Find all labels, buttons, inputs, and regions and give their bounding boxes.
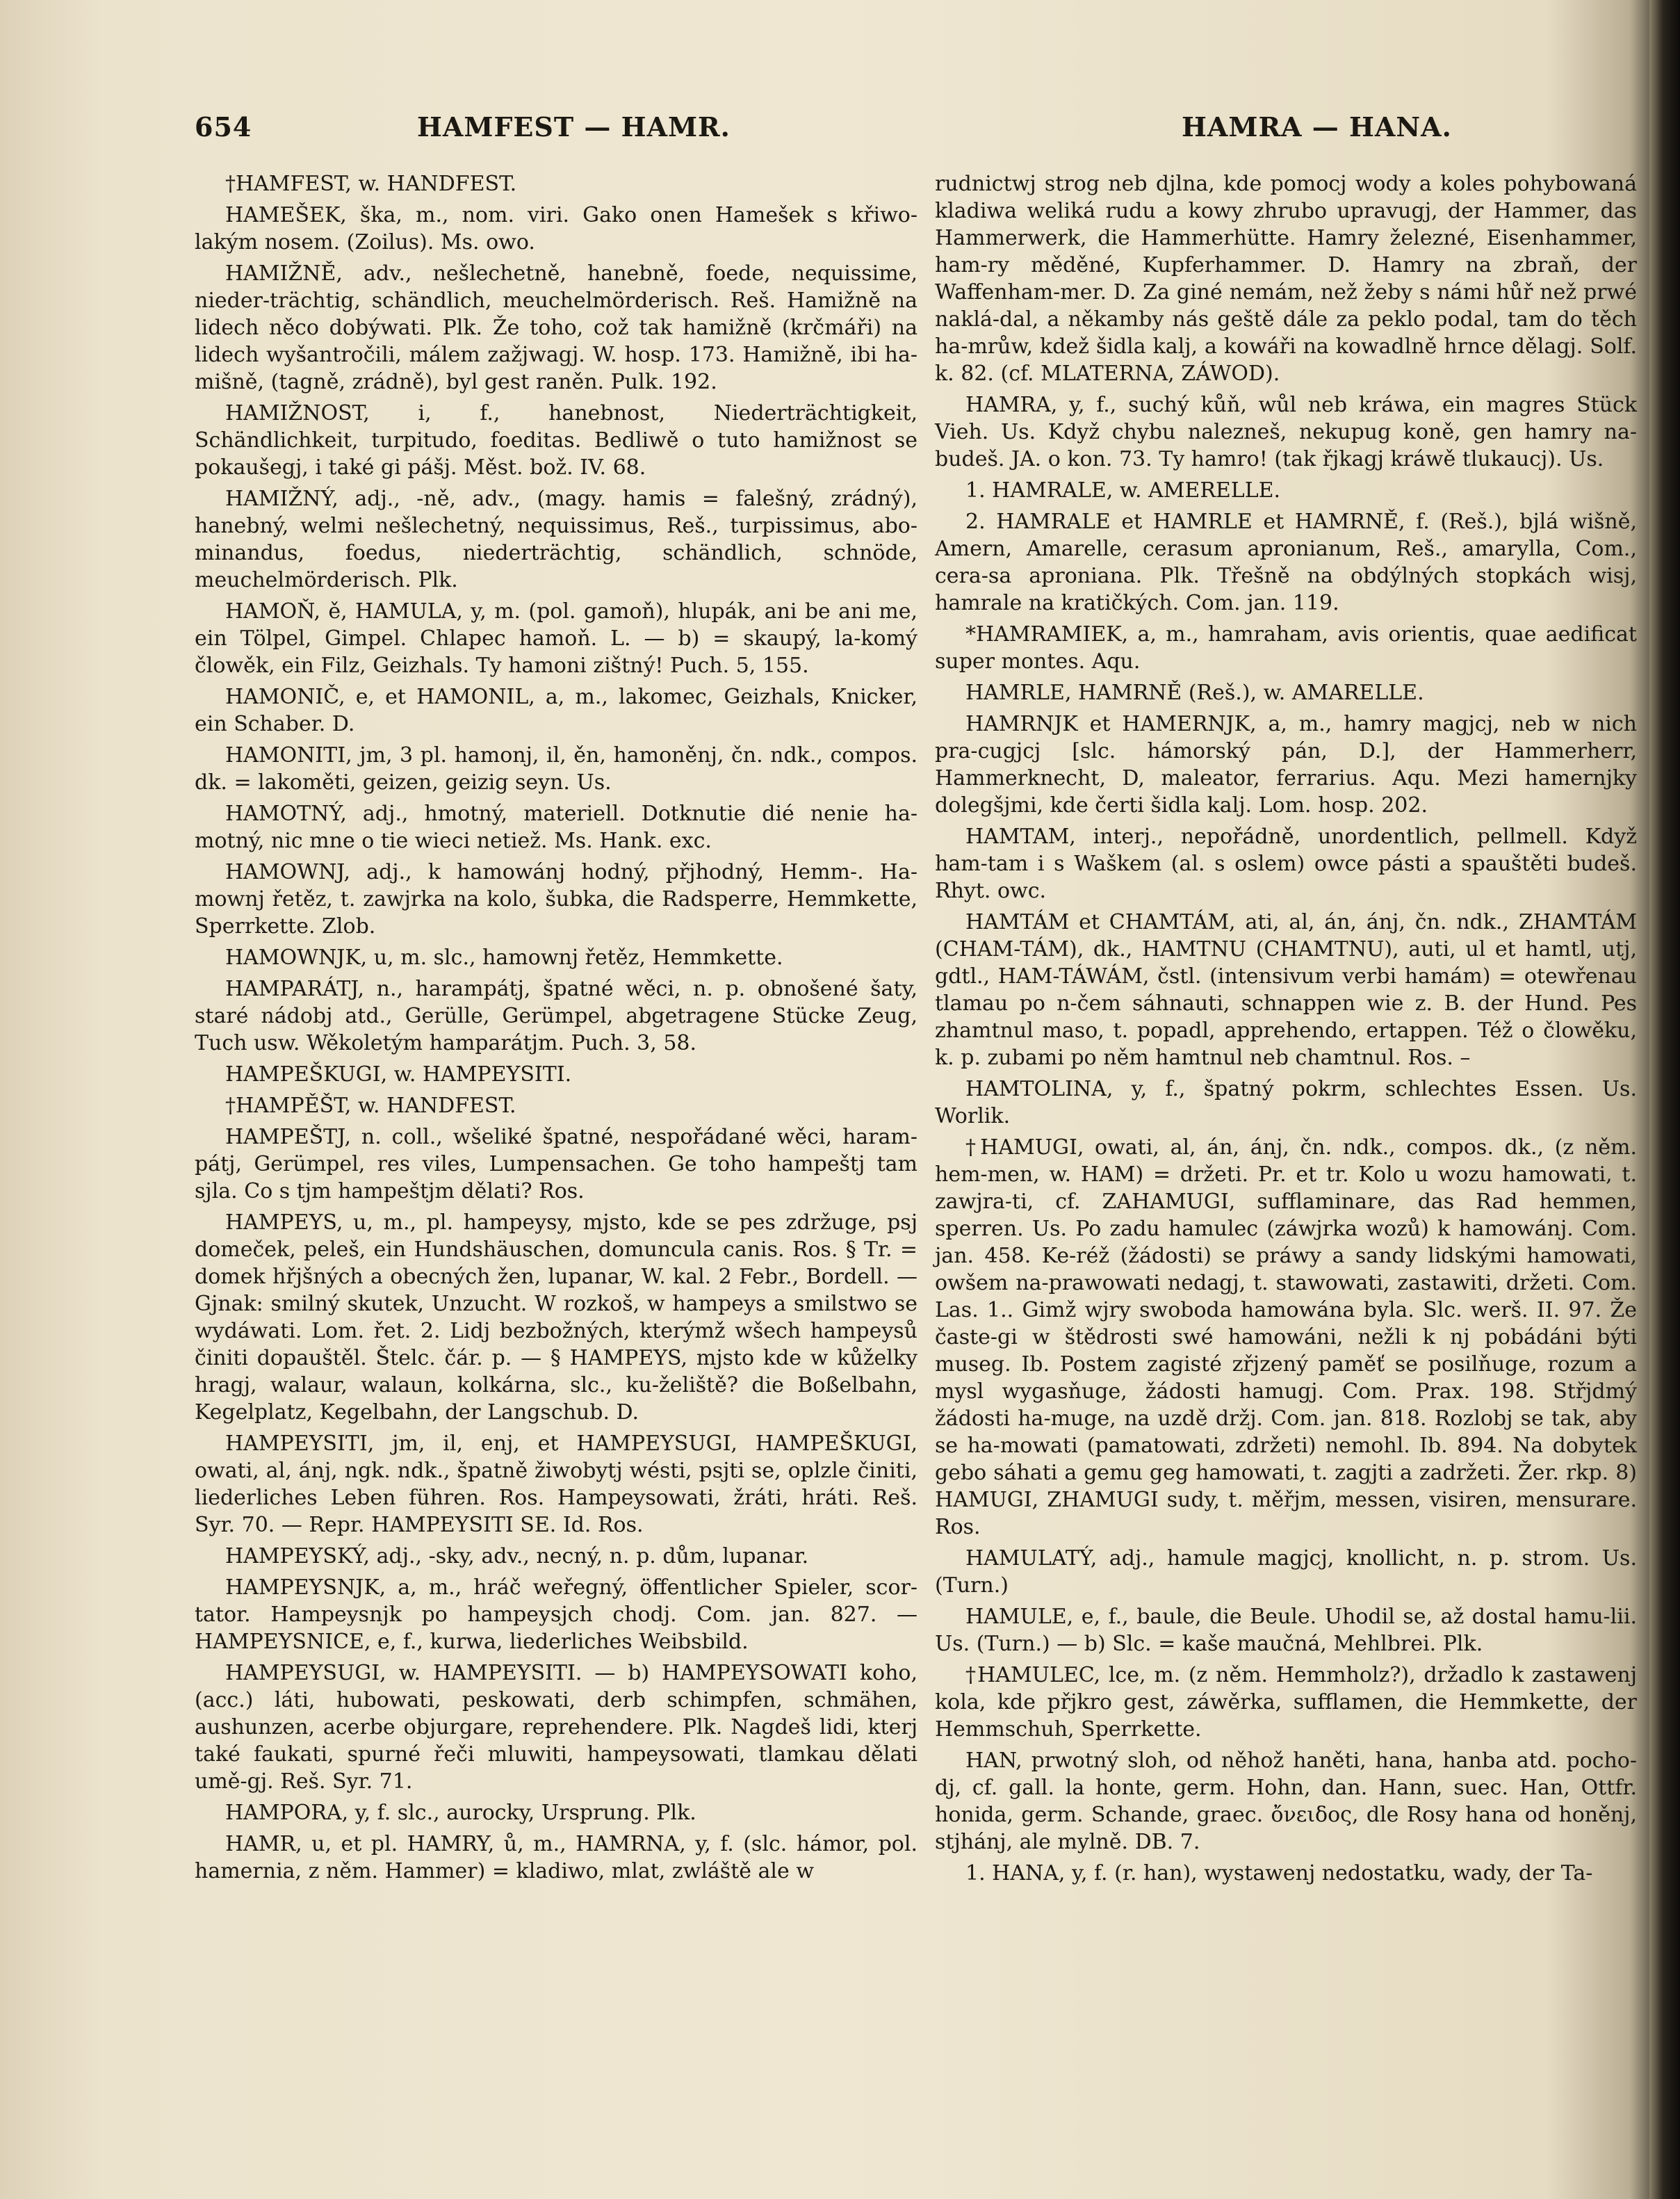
- dictionary-entry: HAMPORA, y, f. slc., aurocky, Ursprung. Plk.: [225, 1801, 696, 1825]
- dictionary-entry: HAN, prwotný sloh, od něhož haněti, hana, hanba atd. pocho-dj, cf. gall. la honte, germ. Hohn, dan. Hann, suec. Han, Ottfr. honida, germ. Schande, graec. ὄνειδος, dle Rosy hana od honěnj, stjhánj, ale mylně. DB. 7.: [935, 1748, 1637, 1854]
- dictionary-entry: 2. HAMRALE et HAMRLE et HAMRNĚ, f. (Reš.), bjlá wišně, Amern, Amarelle, cerasum apronianum, Reš., amarylla, Com., cera-sa aproniana. Plk. Třešně na obdýlných stopkách wisj, hamrale na kratičkých. Com. jan. 119.: [935, 510, 1637, 615]
- dictionary-entry: HAMOŇ, ě, HAMULA, y, m. (pol. gamoň), hlupák, ani be ani me, ein Tölpel, Gimpel. Chlapec hamoň. L. — b) = skaupý, la-komý člowěk, ein Filz, Geizhals. Ty hamoni zištný! Puch. 5, 155.: [195, 599, 918, 678]
- dictionary-entry: HAMIŽNOST, i, f., hanebnost, Niederträchtigkeit, Schändlichkeit, turpitudo, foeditas. Bedliwě o tuto hamižnost se pokaušegj, i také gi pášj. Měst. bož. IV. 68.: [195, 401, 918, 480]
- left-column: [195, 170, 918, 1889]
- dictionary-entry: HAMIŽNĚ, adv., nešlechetně, hanebně, foede, nequissime, nieder-trächtig, schändlich, meuchelmörderisch. Reš. Hamižně na lidech něco dobýwati. Plk. Že toho, což tak hamižně (krčmáři) na lidech wyšantročili, málem zažjwagj. W. hosp. 173. Hamižně, ibi ha-mišně, (tagně, zrádně), byl gest raněn. Pulk. 192.: [195, 261, 918, 394]
- dictionary-entry: HAMR, u, et pl. HAMRY, ů, m., HAMRNA, y, f. (slc. hámor, pol. hamernia, z něm. Hammer) = kladiwo, mlat, zwláště ale w: [195, 1832, 918, 1883]
- left-running-head: HAMFEST — HAMR.: [417, 111, 731, 143]
- dictionary-entry: †HAMUGI, owati, al, án, ánj, čn. ndk., compos. dk., (z něm. hem-men, w. HAM) = držeti. Pr. et tr. Kolo u wozu hamowati, t. zawjra-ti, cf. ZAHAMUGI, sufflaminare, das Rad hemmen, sperren. Us. Po zadu hamulec (záwjrka wozů) k hamowánj. Com. jan. 458. Ke-réž (žádosti) se práwy a sandy lidskými hamowati, owšem na-prawowati nedagj, t. stawowati, zastawiti, držeti. Com. Las. 1.. Gimž wjry swoboda hamowána byla. Slc. werš. II. 97. Že časte-gi w štědrosti swé hamowáni, nežli k nj pobádáni býti museg. Ib. Postem zagisté zřjzený paměť se posilňuge, rozum a mysl wygasňuge, žádosti hamugj. Com. Prax. 198. Střjdmý žádosti ha-muge, na uzdě držj. Com. jan. 818. Rozlobj se tak, aby se ha-mowati (pamatowati, zdržeti) nemohl. Ib. 894. Na dobytek gebo sáhati a gemu geg hamowati, t. zagjti a zadržeti. Žer. rkp. 8) HAMUGI, ZHAMUGI sudy, t. měřjm, messen, visiren, mensurare. Ros.: [935, 1135, 1637, 1539]
- dictionary-entry: HAMPEŠKUGI, w. HAMPEYSITI.: [225, 1062, 572, 1087]
- dictionary-entry: †HAMPĚŠT, w. HANDFEST.: [225, 1094, 516, 1118]
- dictionary-entry: HAMULATÝ, adj., hamule magjcj, knollicht, n. p. strom. Us. (Turn.): [935, 1546, 1637, 1598]
- dictionary-entry: HAMULE, e, f., baule, die Beule. Uhodil se, až dostal hamu-lii. Us. (Turn.) — b) Slc. = kaše maučná, Mehlbrei. Plk.: [935, 1605, 1637, 1656]
- dictionary-entry: HAMRA, y, f., suchý kůň, wůl neb kráwa, ein magres Stück Vieh. Us. Když chybu nalezneš, nekupug koně, gen hamry na-budeš. JA. o kon. 73. Ty hamro! (tak řjkagj kráwě tlukaucj). Us.: [935, 393, 1637, 471]
- dictionary-entry: HAMPEYS, u, m., pl. hampeysy, mjsto, kde se pes zdržuge, psj domeček, peleš, ein Hundshäuschen, domuncula canis. Ros. § Tr. = domek hřjšných a obecných žen, lupanar, W. kal. 2 Febr., Bordell. — Gjnak: smilný skutek, Unzucht. W rozkoš, w hampeys a smilstwo se wydáwati. Lom. řet. 2. Lidj bezbožných, kterýmž wšech hampeysů činiti dopauštěl. Štelc. čár. p. — § HAMPEYS, mjsto kde w kůželky hragj, walaur, walaun, kolkárna, slc., ku-želiště? die Boßelbahn, Kegelplatz, Kegelbahn, der Langschub. D.: [195, 1210, 918, 1425]
- dictionary-entry: HAMPEYSNJK, a, m., hráč weřegný, öffentlicher Spieler, scor-tator. Hampeysnjk po hampeysjch chodj. Com. jan. 827. — HAMPEYSNICE, e, f., kurwa, liederliches Weibsbild.: [195, 1575, 918, 1654]
- right-running-head: HAMRA — HANA.: [1182, 111, 1452, 143]
- page-number: 654: [195, 111, 252, 143]
- dictionary-entry: HAMPARÁTJ, n., harampátj, špatné wěci, n. p. obnošené šaty, staré nádobj atd., Gerülle, Gerümpel, abgetragene Stücke Zeug, Tuch usw. Wěkoletým hamparátjm. Puch. 3, 58.: [195, 977, 918, 1055]
- dictionary-entry: HAMOTNÝ, adj., hmotný, materiell. Dotknutie dié nenie ha-motný, nic mne o tie wieci netiež. Ms. Hank. exc.: [195, 802, 918, 853]
- running-header: [195, 111, 1633, 153]
- dictionary-entry: HAMRNJK et HAMERNJK, a, m., hamry magjcj, neb w nich pra-cugjcj [slc. hámorský pán, D.], der Hammerherr, Hammerknecht, D, maleator, ferrarius. Aqu. Mezi hamernjky dolegšjmi, kde čerti šidla kalj. Lom. hosp. 202.: [935, 712, 1637, 818]
- dictionary-entry: 1. HAMRALE, w. AMERELLE.: [965, 478, 1281, 503]
- dictionary-entry: HAMTÁM et CHAMTÁM, ati, al, án, ánj, čn. ndk., ZHAMTÁM (CHAM-TÁM), dk., HAMTNU (CHAMTNU), auti, ul et hamtl, utj, gdtl., HAM-TÁWÁM, čstl. (intensivum verbi hamám) = otewřenau tlamau po n-čem sáhnauti, schnappen wie z. B. der Hund. Pes zhamtnul maso, t. popadl, apprehendo, ertappen. Též o člowěku, k. p. zubami po něm hamtnul neb chamtnul. Ros. –: [935, 910, 1637, 1070]
- dictionary-entry: HAMPEYSITI, jm, il, enj, et HAMPEYSUGI, HAMPEŠKUGI, owati, al, ánj, ngk. ndk., špatně žiwobytj wésti, psjti se, oplzle činiti, liederliches Leben führen. Ros. Hampeysowati, žráti, hráti. Reš. Syr. 70. — Repr. HAMPEYSITI SE. Id. Ros.: [195, 1431, 918, 1537]
- dictionary-entry: HAMPEYSKÝ, adj., -sky, adv., necný, n. p. dům, lupanar.: [225, 1544, 809, 1568]
- dictionary-entry: HAMTOLINA, y, f., špatný pokrm, schlechtes Essen. Us. Worlik.: [935, 1077, 1637, 1128]
- dictionary-entry: †HAMULEC, lce, m. (z něm. Hemmholz?), držadlo k zastawenj kola, kde přjkro gest, záwěrka, sufflamen, die Hemmkette, der Hemmschuh, Sperrkette.: [935, 1663, 1637, 1742]
- dictionary-entry: 1. HANA, y, f. (r. han), wystawenj nedostatku, wady, der Ta-: [965, 1861, 1593, 1885]
- right-column: [935, 170, 1637, 1891]
- dictionary-entry: HAMEŠEK, ška, m., nom. viri. Gako onen Hamešek s křiwo-lakým nosem. (Zoilus). Ms. owo.: [195, 203, 918, 254]
- dictionary-entry: †HAMFEST, w. HANDFEST.: [225, 172, 517, 196]
- dictionary-entry: HAMOWNJK, u, m. slc., hamownj řetěz, Hemmkette.: [225, 946, 783, 970]
- page-edge-shadow: [1649, 0, 1680, 2199]
- dictionary-entry: HAMPEŠTJ, n. coll., wšeliké špatné, nespořádané wěci, haram-pátj, Gerümpel, res viles, Lumpensachen. Ge toho hampeštj tam sjla. Co s tjm hampeštjm dělati? Ros.: [195, 1125, 918, 1203]
- dictionary-entry: HAMONITI, jm, 3 pl. hamonj, il, ěn, hamoněnj, čn. ndk., compos. dk. = lakoměti, geizen, geizig seyn. Us.: [195, 743, 918, 795]
- dictionary-entry: HAMONIČ, e, et HAMONIL, a, m., lakomec, Geizhals, Knicker, ein Schaber. D.: [195, 685, 918, 736]
- dictionary-entry: *HAMRAMIEK, a, m., hamraham, avis orientis, quae aedificat super montes. Aqu.: [935, 622, 1637, 674]
- dictionary-entry: HAMPEYSUGI, w. HAMPEYSITI. — b) HAMPEYSOWATI koho, (acc.) láti, hubowati, peskowati, derb schimpfen, schmähen, aushunzen, acerbe objurgare, reprehendere. Plk. Nagdeš lidi, kterj také faukati, spurné řeči mluwiti, hampeysowati, tlamkau dělati umě-gj. Reš. Syr. 71.: [195, 1661, 918, 1794]
- dictionary-entry: HAMOWNJ, adj., k hamowánj hodný, přjhodný, Hemm-. Ha-mownj řetěz, t. zawjrka na kolo, šubka, die Radsperre, Hemmkette, Sperrkette. Zlob.: [195, 860, 918, 939]
- dictionary-entry: HAMIŽNÝ, adj., -ně, adv., (magy. hamis = falešný, zrádný), hanebný, welmi nešlechetný, nequissimus, Reš., turpissimus, abo-minandus, foedus, niederträchtig, schändlich, schnöde, meuchelmörderisch. Plk.: [195, 487, 918, 592]
- dictionary-entry: HAMRLE, HAMRNĚ (Reš.), w. AMARELLE.: [965, 681, 1424, 705]
- dictionary-entry: rudnictwj strog neb djlna, kde pomocj wody a koles pohybowaná kladiwa weliká rudu a kowy zhrubo upravugj, der Hammer, das Hammerwerk, die Hammerhütte. Hamry železné, Eisenhammer, ham-ry měděné, Kupferhammer. D. Hamry na zbraň, der Waffenham-mer. D. Za giné nemám, než žeby s námi hůř než prwé naklá-dal, a někamby nás geště dále za peklo podal, tam do těch ha-mrůw, kdež šidla kalj, a kowáři na kowadlně hrnce dělagj. Solf. k. 82. (cf. MLATERNA, ZÁWOD).: [935, 172, 1637, 386]
- dictionary-entry: HAMTAM, interj., nepořádně, unordentlich, pellmell. Když ham-tam i s Waškem (al. s oslem) owce pásti a spauštěti budeš. Rhyt. owc.: [935, 825, 1637, 903]
